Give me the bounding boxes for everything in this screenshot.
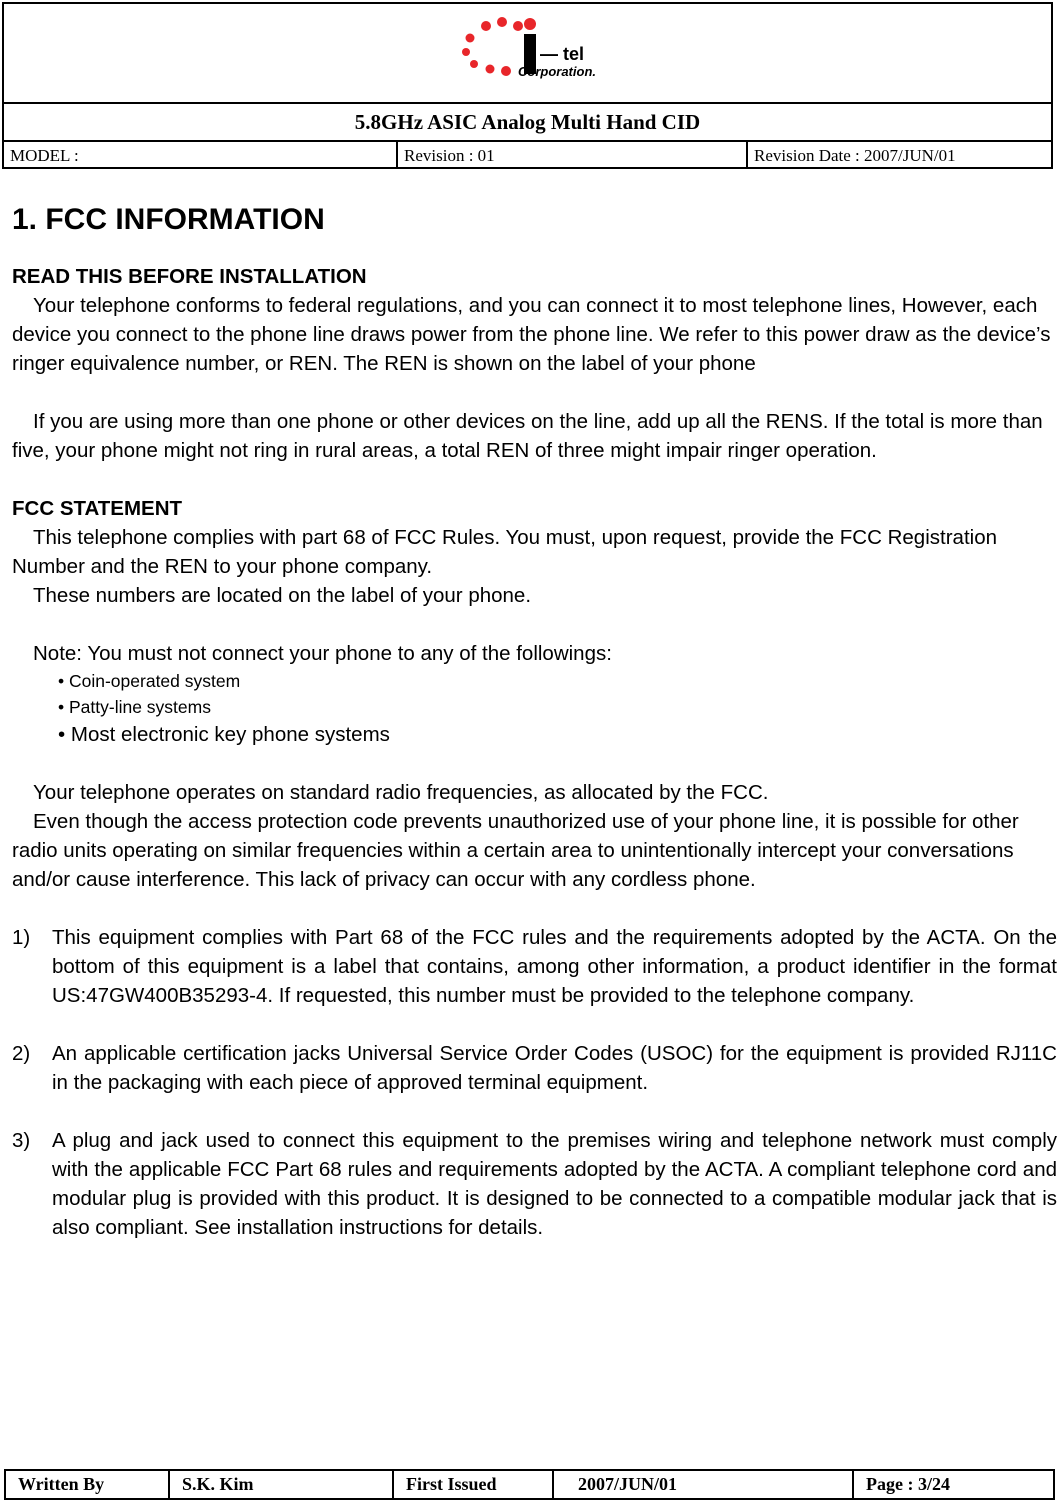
revision-date-cell: Revision Date : 2007/JUN/01 [754,146,956,165]
paragraph-radio-frequencies: Your telephone operates on standard radio frequencies, as allocated by the FCC. [33,781,769,804]
paragraph-part68: This telephone complies with part 68 of FCC Rules. You must, upon request, provide the FCC Registration Number and the REN to your phone company. [12,526,997,578]
logo-wordmark: I — tel [530,44,585,64]
bullet-item: • Coin-operated system [58,671,241,691]
page-content [12,200,1057,1242]
note-text: Note: You must not connect your phone to any of the followings: [33,642,612,665]
first-issued-label: First Issued [394,1471,554,1498]
item-number: 1) [12,926,31,949]
logo-subtitle: Corporation. [518,64,596,79]
page-number: Page : 3/24 [866,1474,950,1494]
bullet-item: • Most electronic key phone systems [58,723,390,746]
paragraph-rens-total: If you are using more than one phone or other devices on the line, add up all the RENS. If the total is more than five, your phone might not ring in rural areas, a total REN of three might impair ringer operation. [12,410,1043,462]
item-text: An applicable certification jacks Universal Service Order Codes (USOC) for the equipment is provided RJ11C in the packaging with each piece of approved terminal equipment. [52,1042,1057,1094]
document-header [2,2,1053,169]
item-text: This equipment complies with Part 68 of the FCC rules and the requirements adopted by the ACTA. On the bottom of this equipment is a label that contains, among other information, a product identifier in the format US:47GW400B35293-4. If requested, this number must be provided to the telephone company. [52,926,1057,1007]
numbered-item [12,1126,1057,1242]
company-logo [456,14,646,84]
document-footer [4,1469,1055,1500]
section-heading: 1. FCC INFORMATION [12,203,325,236]
numbered-item [12,1039,1057,1097]
paragraph-label-location: These numbers are located on the label of your phone. [33,584,532,607]
numbered-item [12,923,1057,1010]
install-title: READ THIS BEFORE INSTALLATION [12,265,367,288]
written-by-value: S.K. Kim [170,1471,394,1498]
paragraph-privacy: Even though the access protection code prevents unauthorized use of your phone line, it is possible for other radio units operating on similar frequencies within a certain area to unintentionally intercept your conversations and/or cause interference. This lack of privacy can occur with any cordless phone. [12,810,1019,891]
fcc-statement-title: FCC STATEMENT [12,497,183,520]
revision-cell: Revision : 01 [398,142,748,169]
written-by-label: Written By [6,1471,170,1498]
logo-area [4,4,1051,104]
item-number: 2) [12,1042,31,1065]
bullet-item: • Patty-line systems [58,697,211,717]
header-info-row [4,142,1051,169]
model-cell: MODEL : [4,142,398,169]
first-issued-value: 2007/JUN/01 [554,1471,854,1498]
item-text: A plug and jack used to connect this equipment to the premises wiring and telephone network must comply with the applicable FCC Part 68 rules and requirements adopted by the ACTA. A compliant telephone cord and modular plug is provided with this product. It is designed to be connected to a compatible modular jack that is also compliant. See installation instructions for details. [52,1129,1057,1239]
item-number: 3) [12,1129,31,1152]
paragraph-ren: Your telephone conforms to federal regulations, and you can connect it to most telephone lines, However, each device you connect to the phone line draws power from the phone line. We refer to this power draw as the device’s ringer equivalence number, or REN. The REN is shown on the label of your phone [12,294,1051,375]
document-title: 5.8GHz ASIC Analog Multi Hand CID [4,104,1051,142]
